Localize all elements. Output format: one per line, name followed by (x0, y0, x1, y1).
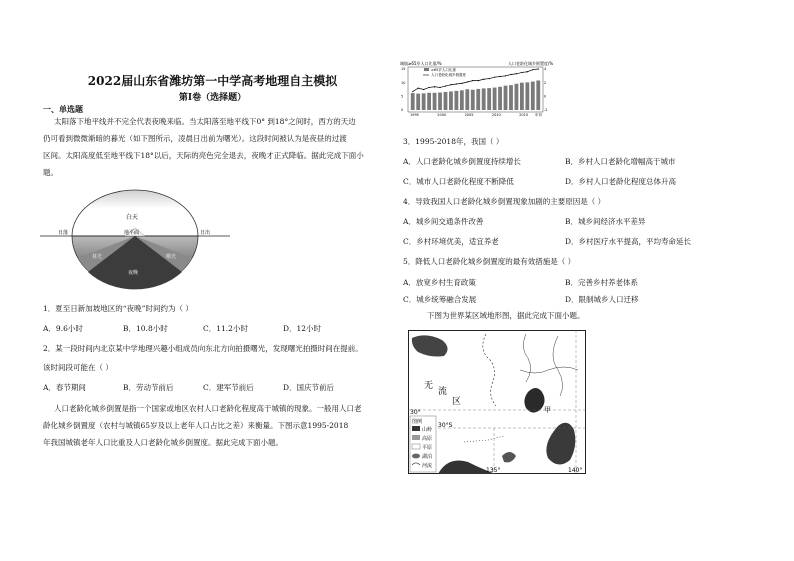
q1-option-d: D．12小时 (283, 324, 322, 333)
bar-2008 (482, 88, 486, 110)
q5-option-c: C．城乡统筹融合发展 (403, 295, 477, 304)
legend-swatch-plateau (412, 435, 420, 440)
point-2007 (478, 80, 479, 81)
bar-2017 (531, 82, 535, 110)
x-tick-2000: 2000 (437, 113, 447, 117)
bar-2010 (493, 88, 497, 110)
x-tick-2005: 2005 (464, 113, 474, 117)
q5-stem: 5．降低人口老龄化城乡倒置度的最有效措施是（ ） (403, 257, 576, 266)
q4-option-c: C．乡村环境优美，适宜养老 (403, 237, 499, 246)
q3-option-a: A．人口老龄化城乡倒置度持续增长 (403, 157, 521, 166)
q5-option-b: B．完善乡村养老体系 (565, 278, 639, 287)
q1-option-c: C．11.2小时 (203, 324, 248, 333)
bar-2009 (487, 88, 491, 110)
bar-2013 (509, 85, 513, 110)
bar-2001 (444, 92, 448, 110)
legend-bar-label: ≥65岁人口比重 (431, 68, 456, 72)
point-2003 (456, 83, 457, 84)
point-1999 (434, 86, 435, 87)
bar-2011 (498, 87, 502, 110)
map-label-lat30s: 30°S (438, 422, 453, 429)
bar-1999 (433, 93, 437, 110)
point-2005 (467, 81, 468, 82)
intro2-line-3: 年我国城镇老年人口比重及人口老龄化城乡倒置度。据此完成下面小题。 (43, 438, 283, 447)
x-tick-1995: 1995 (410, 113, 419, 117)
q3-option-d: D．乡村人口老龄化程度总体升高 (565, 177, 677, 186)
legend-item-mountain: 山岭 (422, 427, 433, 433)
bar-1997 (422, 93, 426, 110)
point-2001 (445, 85, 446, 86)
bar-2016 (525, 82, 529, 110)
bar-2004 (460, 90, 464, 110)
point-2010 (494, 77, 495, 78)
map-label-lon135: 135° (486, 467, 501, 474)
label-night: 夜晚 (128, 270, 139, 276)
point-2000 (439, 87, 440, 88)
left-tick-5: 5 (401, 94, 404, 99)
label-day: 白天 (126, 214, 139, 221)
label-horizon: 地平面 (124, 230, 140, 236)
legend-line-label: 人口老龄化城乡倒置度 (431, 73, 466, 77)
q2-option-a: A．春节期间 (43, 383, 86, 392)
label-sunrise: 日出 (200, 230, 211, 236)
legend-swatch-plain (412, 444, 420, 449)
map-label-lat30: 30° (410, 409, 421, 416)
q2-option-b: B．劳动节前后 (123, 383, 174, 392)
point-2004 (461, 83, 462, 84)
point-1998 (429, 87, 430, 88)
point-2015 (521, 72, 522, 73)
q4-option-a: A．城乡间交通条件改善 (403, 217, 484, 226)
point-2017 (532, 69, 533, 70)
left-tick-10: 10 (401, 80, 406, 85)
bar-1998 (427, 93, 431, 110)
right-tick-2: 2 (544, 80, 547, 85)
twilight-diagram (40, 188, 230, 294)
right-tick-0: 0 (544, 94, 547, 99)
left-tick-15: 15 (401, 67, 406, 72)
right-tick-4: 4 (544, 67, 547, 72)
x-tick-2010: 2010 (491, 113, 501, 117)
chart-ylabel-right: 人口老龄化城乡倒置度/% (508, 61, 554, 66)
x-tick-2015: 2015 (519, 113, 529, 117)
intro-line-4: 题。 (43, 168, 58, 177)
q3-stem: 3．1995-2018年，我国（ ） (403, 137, 504, 146)
label-sunset: 日落 (58, 230, 69, 236)
map-label-liu: 流 (438, 387, 448, 397)
q4-stem: 4．导致我国人口老龄化城乡倒置现象加剧的主要原因是（ ） (403, 197, 606, 206)
bar-2014 (515, 84, 519, 110)
point-2014 (516, 73, 517, 74)
q1-option-b: B．10.8小时 (123, 324, 168, 333)
point-2006 (472, 80, 473, 81)
bar-2012 (504, 86, 508, 110)
terrain-map (408, 330, 586, 474)
bar-2003 (454, 91, 458, 110)
bar-2006 (471, 90, 475, 110)
page-subtitle: 第Ⅰ卷（选择题） (178, 93, 247, 103)
legend-item-plateau: 高原 (422, 436, 433, 442)
intro2-line-2: 龄化城乡倒置度（农村与城镇65岁及以上老年人口占比之差）来衡量。下图示意1995-2018 (43, 421, 349, 430)
page-title: 2022届山东省潍坊第一中学高考地理自主模拟 (87, 74, 338, 88)
bar-2002 (449, 91, 453, 110)
map-label-jia: 甲 (544, 406, 551, 414)
right-tick--2: -2 (544, 108, 548, 113)
q2-option-c: C．建军节前后 (203, 383, 254, 392)
q2-stem-line2: 该时间段可能在（ ） (43, 363, 113, 372)
bar-2018 (536, 80, 540, 110)
bar-1995 (411, 93, 415, 110)
q3-option-c: C．城市人口老龄化程度不断降低 (403, 177, 514, 186)
intro-line-1: 太阳落下地平线并不完全代表夜晚来临。当太阳落至地平线下0° 到18°之间时，西方的天边 (54, 117, 356, 126)
elderly-population-chart (398, 60, 558, 120)
bar-2005 (465, 89, 469, 110)
chart-ylabel-left: 城镇≥65岁人口比重/% (400, 61, 442, 66)
point-1997 (423, 89, 424, 90)
point-2018 (538, 68, 539, 69)
intro2-line-1: 人口老龄化城乡倒置是指一个国家或地区农村人口老龄化程度高于城镇的现象。一般用人口老 (54, 404, 362, 413)
map-label-wu: 无 (424, 381, 434, 391)
legend-item-river: 河流 (422, 463, 433, 469)
point-2011 (499, 76, 500, 77)
legend-item-plain: 平原 (422, 445, 433, 451)
legend-swatch-mountain (412, 426, 420, 431)
point-2012 (505, 75, 506, 76)
q1-option-a: A．9.6小时 (43, 324, 83, 333)
point-2002 (450, 84, 451, 85)
q4-option-b: B．城乡间经济水平差异 (565, 217, 646, 226)
q2-stem-line1: 2．某一段时间内北京某中学地理兴趣小组成员向东北方向拍摄曙光，发现曙光拍摄时间在提前。 (43, 344, 363, 353)
legend-swatch-lake (412, 454, 420, 459)
point-1995 (412, 91, 413, 92)
point-2013 (510, 74, 511, 75)
q3-option-b: B．乡村人口老龄化增幅高于城市 (565, 157, 676, 166)
q1-stem: 1．夏至日新加坡地区的“夜晚”时间约为（ ） (43, 304, 193, 313)
bar-2015 (520, 83, 524, 110)
bar-2007 (476, 89, 480, 110)
q5-option-a: A．放宽乡村生育政策 (403, 278, 476, 287)
legend-item-lake: 湖泊 (422, 454, 433, 460)
label-dawn: 曙光 (166, 254, 177, 260)
left-tick-0: 0 (401, 108, 404, 113)
section-heading: 一、单选题 (43, 104, 83, 114)
point-1996 (418, 88, 419, 89)
intro-line-3: 区间。太阳高度低至地平线下18°以后，天际的亮色完全退去，夜晚才正式降临。据此完成下面小 (43, 151, 364, 160)
bar-1996 (416, 94, 420, 110)
map-label-qu: 区 (452, 397, 462, 407)
map-label-lon140: 140° (568, 467, 583, 474)
intro-line-2: 仍可看到微微渐暗的暮光（如下图所示，凌晨日出前为曙光）。这段时间被认为是夜昼的过渡 (43, 134, 347, 143)
map-intro: 下图为世界某区域地形图，据此完成下面小题。 (427, 311, 585, 320)
legend-title: 图例 (412, 419, 423, 425)
label-dusk: 暮光 (92, 254, 103, 260)
x-tick-年份: 年份 (535, 113, 542, 117)
q4-option-d: D．乡村医疗水平提高，平均寿命延长 (565, 237, 692, 246)
legend-bar-swatch (424, 68, 429, 71)
point-2016 (527, 71, 528, 72)
point-2009 (489, 78, 490, 79)
point-2008 (483, 79, 484, 80)
q2-option-d: D．国庆节前后 (283, 383, 335, 392)
bar-2000 (438, 93, 442, 110)
q5-option-d: D．限制城乡人口迁移 (565, 295, 639, 304)
